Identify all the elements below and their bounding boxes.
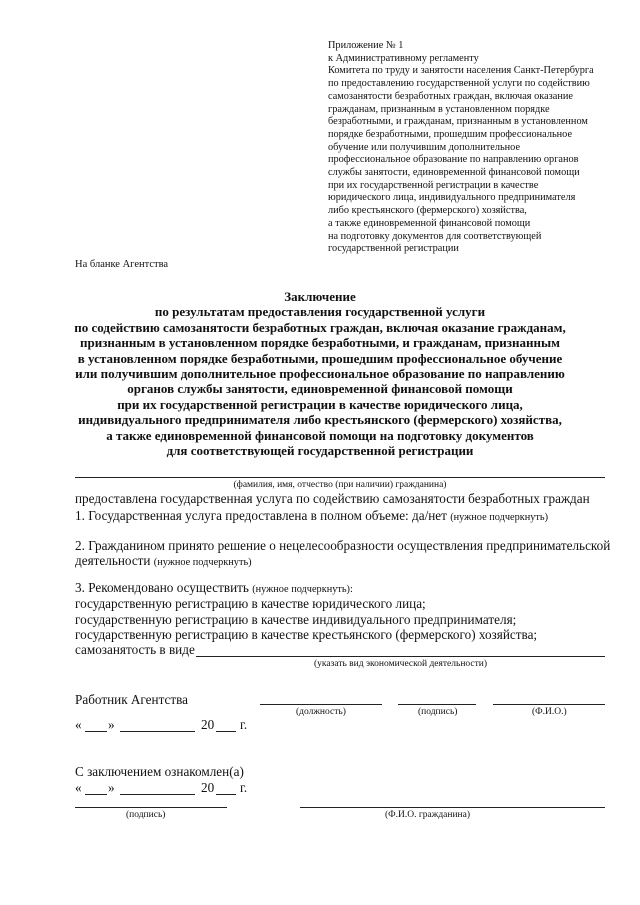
citizen-name-line[interactable] bbox=[75, 477, 605, 478]
title-line: а также единовременной финансовой помощи на подготовку документов bbox=[106, 427, 534, 443]
worker-month-line[interactable] bbox=[120, 731, 195, 732]
item-2-line-1: 2. Гражданином принято решение о нецелесообразности осуществления предпринимательской bbox=[75, 538, 611, 553]
ack-month-line[interactable] bbox=[120, 794, 195, 795]
signature-line[interactable] bbox=[398, 704, 476, 705]
title-line: или получившим дополнительное профессиональное образование по направлению bbox=[75, 366, 565, 382]
annex-line: гражданам, признанным в установленном порядке bbox=[328, 103, 550, 115]
annex-line: при их государственной регистрации в качестве bbox=[328, 179, 539, 191]
title-line: индивидуального предпринимателя либо крестьянского (фермерского) хозяйства, bbox=[78, 412, 562, 428]
annex-line: Комитета по труду и занятости населения Санкт-Петербурга bbox=[328, 65, 594, 77]
annex-header bbox=[328, 40, 628, 256]
annex-line: на подготовку документов для соответствующей bbox=[328, 230, 542, 242]
option-self-employment[interactable]: самозанятость в виде bbox=[75, 642, 195, 657]
item-1-note: (нужное подчеркнуть) bbox=[450, 512, 548, 523]
item-3-lead bbox=[75, 580, 353, 596]
option-legal-entity[interactable]: государственную регистрацию в качестве юридического лица; bbox=[75, 596, 426, 611]
title-line: по содействию самозанятости безработных граждан, включая оказание гражданам, bbox=[74, 319, 566, 335]
document-title bbox=[40, 289, 600, 458]
annex-line: профессиональное образование по направлению органов bbox=[328, 154, 579, 166]
full-name-caption: (Ф.И.О.) bbox=[532, 707, 567, 717]
ack-full-name-line[interactable] bbox=[300, 807, 605, 808]
annex-line: а также единовременной финансовой помощи bbox=[328, 217, 531, 229]
self-employment-line[interactable] bbox=[196, 656, 605, 657]
title-line: органов службы занятости, единовременной финансовой помощи bbox=[127, 381, 513, 397]
ack-year-suffix: г. bbox=[240, 780, 248, 795]
item-1-text: 1. Государственная услуга предоставлена в полном объеме: да/нет bbox=[75, 508, 447, 523]
item-2-note: (нужное подчеркнуть) bbox=[153, 557, 252, 568]
title-line: признанным в установленном порядке безработными, и гражданам, признанным bbox=[80, 335, 560, 351]
ack-year-prefix: 20 bbox=[201, 780, 215, 795]
worker-year-suffix: г. bbox=[240, 717, 248, 732]
annex-line: порядке безработными, прошедшим профессиональное bbox=[328, 128, 573, 140]
title-line: по результатам предоставления государственной услуги bbox=[154, 304, 486, 320]
worker-year-prefix: 20 bbox=[201, 717, 215, 732]
annex-line: либо крестьянского (фермерского) хозяйства, bbox=[328, 205, 527, 217]
signature-caption: (подпись) bbox=[418, 707, 458, 717]
annex-line: обучение или получившим дополнительное bbox=[328, 141, 521, 153]
item-1 bbox=[75, 508, 548, 524]
citizen-name-caption: (фамилия, имя, отчество (при наличии) гражданина) bbox=[233, 480, 447, 490]
option-farm-enterprise[interactable]: государственную регистрацию в качестве крестьянского (фермерского) хозяйства; bbox=[75, 627, 538, 642]
annex-line: юридического лица, индивидуального предпринимателя bbox=[328, 192, 576, 204]
option-individual-entrepreneur[interactable]: государственную регистрацию в качестве индивидуального предпринимателя; bbox=[75, 612, 517, 627]
annex-line: государственной регистрации bbox=[328, 243, 459, 255]
self-employment-caption: (указать вид экономической деятельности) bbox=[314, 659, 488, 669]
worker-year-line[interactable] bbox=[216, 731, 236, 732]
worker-date-close-quote: » bbox=[108, 717, 115, 732]
ack-date-close-quote: » bbox=[108, 780, 115, 795]
letterhead-note: На бланке Агентства bbox=[75, 259, 169, 270]
ack-date-open-quote: « bbox=[75, 780, 82, 795]
service-provided-text: предоставлена государственная услуга по содействию самозанятости безработных граждан bbox=[75, 491, 590, 506]
item-3-note: (нужное подчеркнуть): bbox=[252, 584, 353, 595]
position-caption: (должность) bbox=[296, 707, 346, 717]
ack-signature-caption: (подпись) bbox=[126, 810, 166, 820]
ack-full-name-caption: (Ф.И.О. гражданина) bbox=[385, 810, 470, 820]
full-name-line[interactable] bbox=[493, 704, 605, 705]
item-2-text: деятельности bbox=[75, 553, 151, 568]
ack-day-line[interactable] bbox=[85, 794, 107, 795]
title-line: Заключение bbox=[284, 289, 356, 304]
ack-year-line[interactable] bbox=[216, 794, 236, 795]
annex-line: самозанятости безработных граждан, включая оказание bbox=[328, 90, 573, 102]
worker-label: Работник Агентства bbox=[75, 692, 189, 707]
worker-day-line[interactable] bbox=[85, 731, 107, 732]
title-line: при их государственной регистрации в качестве юридического лица, bbox=[117, 396, 523, 412]
annex-line: Приложение № 1 bbox=[328, 40, 404, 51]
position-line[interactable] bbox=[260, 704, 382, 705]
annex-line: к Административному регламенту bbox=[328, 52, 479, 64]
annex-line: безработными, и гражданам, признанным в установленном bbox=[328, 116, 588, 128]
ack-signature-line[interactable] bbox=[75, 807, 227, 808]
acknowledged-label: С заключением ознакомлен(а) bbox=[75, 764, 244, 779]
worker-date-open-quote: « bbox=[75, 717, 82, 732]
annex-line: службы занятости, единовременной финансовой помощи bbox=[328, 167, 580, 179]
title-line: для соответствующей государственной регистрации bbox=[166, 443, 474, 459]
item-3-text: 3. Рекомендовано осуществить bbox=[75, 580, 249, 595]
item-2-line-2 bbox=[75, 553, 252, 569]
title-line: в установленном порядке безработными, прошедшим профессиональное обучение bbox=[77, 350, 563, 366]
annex-line: по предоставлению государственной услуги по содействию bbox=[328, 78, 590, 90]
